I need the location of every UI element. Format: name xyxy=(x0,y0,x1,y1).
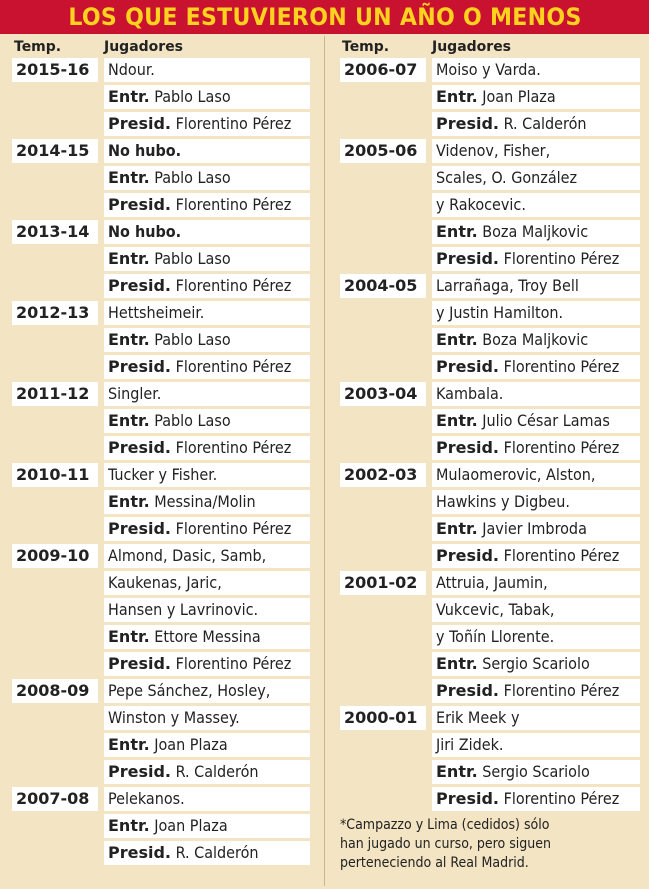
players-cell: Pelekanos. xyxy=(104,787,310,811)
players-cell: Larrañaga, Troy Bell xyxy=(432,274,640,298)
president-name: Florentino Pérez xyxy=(503,681,620,700)
table-row xyxy=(328,328,649,355)
players-cell: Kaukenas, Jaric, xyxy=(104,571,310,595)
table-row xyxy=(0,625,322,652)
president-cell xyxy=(432,544,640,568)
table-row xyxy=(328,463,649,490)
players-cell: Erik Meek y xyxy=(432,706,640,730)
players-cell: Hettsheimeir. xyxy=(104,301,310,325)
coach-name: Pablo Laso xyxy=(154,249,231,268)
table-row xyxy=(328,760,649,787)
president-label: Presid. xyxy=(108,114,172,133)
season-cell: 2013-14 xyxy=(12,220,98,244)
players-cell: Kambala. xyxy=(432,382,640,406)
table-row xyxy=(328,733,649,760)
coach-name: Joan Plaza xyxy=(482,87,556,106)
table-row xyxy=(0,220,322,247)
table-row xyxy=(0,166,322,193)
left-column xyxy=(0,36,322,868)
coach-label: Entr. xyxy=(108,735,150,754)
footnote-line: *Campazzo y Lima (cedidos) sólo xyxy=(340,817,550,833)
table-row xyxy=(0,679,322,706)
president-name: Florentino Pérez xyxy=(503,789,620,808)
page-title: LOS QUE ESTUVIERON UN AÑO O MENOS xyxy=(67,3,582,31)
table-row xyxy=(328,274,649,301)
table-row xyxy=(0,733,322,760)
season-cell: 2009-10 xyxy=(12,544,98,568)
president-name: R. Calderón xyxy=(175,843,259,862)
table-row xyxy=(0,544,322,571)
coach-label: Entr. xyxy=(108,627,150,646)
president-cell xyxy=(432,787,640,811)
table-row xyxy=(328,706,649,733)
table-row xyxy=(0,706,322,733)
table-row xyxy=(0,139,322,166)
players-cell: No hubo. xyxy=(104,220,310,244)
coach-label: Entr. xyxy=(436,87,478,106)
coach-label: Entr. xyxy=(436,222,478,241)
coach-label: Entr. xyxy=(108,492,150,511)
table-row xyxy=(328,652,649,679)
president-label: Presid. xyxy=(436,438,500,457)
players-header: Jugadores xyxy=(104,39,184,55)
table-row xyxy=(0,490,322,517)
table-row xyxy=(0,463,322,490)
president-label: Presid. xyxy=(108,654,172,673)
table-row xyxy=(328,679,649,706)
right-column xyxy=(328,36,649,814)
coach-name: Ettore Messina xyxy=(154,627,261,646)
table-row xyxy=(328,544,649,571)
players-cell: Hawkins y Digbeu. xyxy=(432,490,640,514)
president-cell xyxy=(104,841,310,865)
coach-cell xyxy=(432,220,640,244)
table-row xyxy=(0,436,322,463)
coach-name: Pablo Laso xyxy=(154,330,231,349)
coach-name: Julio César Lamas xyxy=(482,411,610,430)
president-cell xyxy=(104,652,310,676)
table-row xyxy=(328,598,649,625)
players-cell: Ndour. xyxy=(104,58,310,82)
table-row xyxy=(0,355,322,382)
coach-label: Entr. xyxy=(108,330,150,349)
table-row xyxy=(328,58,649,85)
season-header: Temp. xyxy=(342,39,390,55)
season-header: Temp. xyxy=(14,39,62,55)
coach-label: Entr. xyxy=(108,168,150,187)
season-cell: 2008-09 xyxy=(12,679,98,703)
table-row xyxy=(328,112,649,139)
table-row xyxy=(328,625,649,652)
president-name: Florentino Pérez xyxy=(175,654,292,673)
table-row xyxy=(328,517,649,544)
president-name: Florentino Pérez xyxy=(503,438,620,457)
coach-cell xyxy=(104,328,310,352)
president-name: R. Calderón xyxy=(175,762,259,781)
table-row xyxy=(0,85,322,112)
president-cell xyxy=(104,760,310,784)
coach-label: Entr. xyxy=(108,249,150,268)
table-row xyxy=(328,571,649,598)
season-cell: 2010-11 xyxy=(12,463,98,487)
players-cell: Hansen y Lavrinovic. xyxy=(104,598,310,622)
president-cell xyxy=(432,436,640,460)
table-row xyxy=(328,301,649,328)
coach-cell xyxy=(104,625,310,649)
coach-label: Entr. xyxy=(436,654,478,673)
president-cell xyxy=(104,517,310,541)
coach-cell xyxy=(432,409,640,433)
president-name: Florentino Pérez xyxy=(175,438,292,457)
coach-name: Pablo Laso xyxy=(154,168,231,187)
players-cell: No hubo. xyxy=(104,139,310,163)
president-label: Presid. xyxy=(108,438,172,457)
season-rows xyxy=(328,58,649,814)
coach-label: Entr. xyxy=(436,411,478,430)
table-row xyxy=(328,436,649,463)
coach-label: Entr. xyxy=(436,330,478,349)
president-cell xyxy=(104,436,310,460)
coach-name: Joan Plaza xyxy=(154,816,228,835)
president-name: Florentino Pérez xyxy=(175,276,292,295)
table-row xyxy=(328,382,649,409)
season-cell: 2007-08 xyxy=(12,787,98,811)
president-label: Presid. xyxy=(108,276,172,295)
table-row xyxy=(0,382,322,409)
president-cell xyxy=(104,112,310,136)
coach-cell xyxy=(104,166,310,190)
players-cell: Moiso y Varda. xyxy=(432,58,640,82)
season-cell: 2006-07 xyxy=(340,58,426,82)
coach-cell xyxy=(432,760,640,784)
president-label: Presid. xyxy=(108,357,172,376)
season-cell: 2002-03 xyxy=(340,463,426,487)
president-label: Presid. xyxy=(436,546,500,565)
column-header xyxy=(0,36,322,58)
table-row xyxy=(0,193,322,220)
table-row xyxy=(328,247,649,274)
players-cell: Almond, Dasic, Samb, xyxy=(104,544,310,568)
footnote xyxy=(340,816,630,873)
table-row xyxy=(328,85,649,112)
coach-cell xyxy=(104,733,310,757)
coach-cell xyxy=(432,85,640,109)
president-label: Presid. xyxy=(436,681,500,700)
table-row xyxy=(0,571,322,598)
coach-name: Sergio Scariolo xyxy=(482,762,590,781)
players-cell: Pepe Sánchez, Hosley, xyxy=(104,679,310,703)
table-row xyxy=(0,814,322,841)
president-label: Presid. xyxy=(108,762,172,781)
president-label: Presid. xyxy=(436,357,500,376)
president-cell xyxy=(104,355,310,379)
coach-name: Joan Plaza xyxy=(154,735,228,754)
table-row xyxy=(328,409,649,436)
title-banner xyxy=(0,0,649,34)
president-label: Presid. xyxy=(436,789,500,808)
president-name: Florentino Pérez xyxy=(175,357,292,376)
table-row xyxy=(328,490,649,517)
coach-name: Boza Maljkovic xyxy=(482,330,589,349)
players-cell: Mulaomerovic, Alston, xyxy=(432,463,640,487)
president-name: Florentino Pérez xyxy=(175,114,292,133)
table-row xyxy=(328,193,649,220)
table-row xyxy=(328,139,649,166)
president-cell xyxy=(432,355,640,379)
coach-name: Boza Maljkovic xyxy=(482,222,589,241)
coach-cell xyxy=(432,517,640,541)
table-row xyxy=(328,355,649,382)
coach-name: Messina/Molin xyxy=(154,492,256,511)
season-cell: 2015-16 xyxy=(12,58,98,82)
president-name: Florentino Pérez xyxy=(503,546,620,565)
coach-cell xyxy=(432,652,640,676)
table-row xyxy=(0,787,322,814)
table-row xyxy=(0,517,322,544)
coach-cell xyxy=(104,247,310,271)
players-cell: Singler. xyxy=(104,382,310,406)
season-cell: 2005-06 xyxy=(340,139,426,163)
season-cell: 2012-13 xyxy=(12,301,98,325)
column-header xyxy=(328,36,649,58)
president-label: Presid. xyxy=(108,195,172,214)
players-cell: Vukcevic, Tabak, xyxy=(432,598,640,622)
players-cell: Scales, O. González xyxy=(432,166,640,190)
table-row xyxy=(328,166,649,193)
president-name: R. Calderón xyxy=(503,114,587,133)
coach-label: Entr. xyxy=(108,816,150,835)
table-row xyxy=(0,598,322,625)
table-row xyxy=(0,328,322,355)
coach-label: Entr. xyxy=(108,87,150,106)
table-row xyxy=(0,274,322,301)
president-name: Florentino Pérez xyxy=(503,249,620,268)
season-rows xyxy=(0,58,322,868)
coach-name: Sergio Scariolo xyxy=(482,654,590,673)
players-header: Jugadores xyxy=(432,39,512,55)
table-row xyxy=(0,247,322,274)
season-cell: 2003-04 xyxy=(340,382,426,406)
president-name: Florentino Pérez xyxy=(175,519,292,538)
players-cell: Winston y Massey. xyxy=(104,706,310,730)
president-label: Presid. xyxy=(436,249,500,268)
footnote-line: han jugado un curso, pero siguen xyxy=(340,836,552,852)
season-cell: 2011-12 xyxy=(12,382,98,406)
table-row xyxy=(0,409,322,436)
table-row xyxy=(0,58,322,85)
president-name: Florentino Pérez xyxy=(503,357,620,376)
players-cell: y Toñín Llorente. xyxy=(432,625,640,649)
players-cell: Jiri Zidek. xyxy=(432,733,640,757)
players-cell: Attruia, Jaumin, xyxy=(432,571,640,595)
players-cell: y Rakocevic. xyxy=(432,193,640,217)
table-row xyxy=(328,787,649,814)
president-cell xyxy=(104,193,310,217)
season-cell: 2014-15 xyxy=(12,139,98,163)
president-label: Presid. xyxy=(108,519,172,538)
coach-label: Entr. xyxy=(436,762,478,781)
president-label: Presid. xyxy=(108,843,172,862)
president-cell xyxy=(104,274,310,298)
coach-name: Pablo Laso xyxy=(154,411,231,430)
players-cell: Tucker y Fisher. xyxy=(104,463,310,487)
coach-name: Javier Imbroda xyxy=(482,519,587,538)
coach-label: Entr. xyxy=(436,519,478,538)
season-cell: 2004-05 xyxy=(340,274,426,298)
table-row xyxy=(328,220,649,247)
president-label: Presid. xyxy=(436,114,500,133)
column-divider xyxy=(324,36,325,886)
table-row xyxy=(0,760,322,787)
coach-name: Pablo Laso xyxy=(154,87,231,106)
season-cell: 2000-01 xyxy=(340,706,426,730)
table-row xyxy=(0,301,322,328)
footnote-line: perteneciendo al Real Madrid. xyxy=(340,855,529,871)
coach-cell xyxy=(104,814,310,838)
coach-cell xyxy=(432,328,640,352)
players-cell: y Justin Hamilton. xyxy=(432,301,640,325)
coach-label: Entr. xyxy=(108,411,150,430)
table-row xyxy=(0,652,322,679)
president-name: Florentino Pérez xyxy=(175,195,292,214)
president-cell xyxy=(432,112,640,136)
table-row xyxy=(0,841,322,868)
president-cell xyxy=(432,679,640,703)
coach-cell xyxy=(104,490,310,514)
president-cell xyxy=(432,247,640,271)
coach-cell xyxy=(104,409,310,433)
table-row xyxy=(0,112,322,139)
coach-cell xyxy=(104,85,310,109)
players-cell: Videnov, Fisher, xyxy=(432,139,640,163)
season-cell: 2001-02 xyxy=(340,571,426,595)
